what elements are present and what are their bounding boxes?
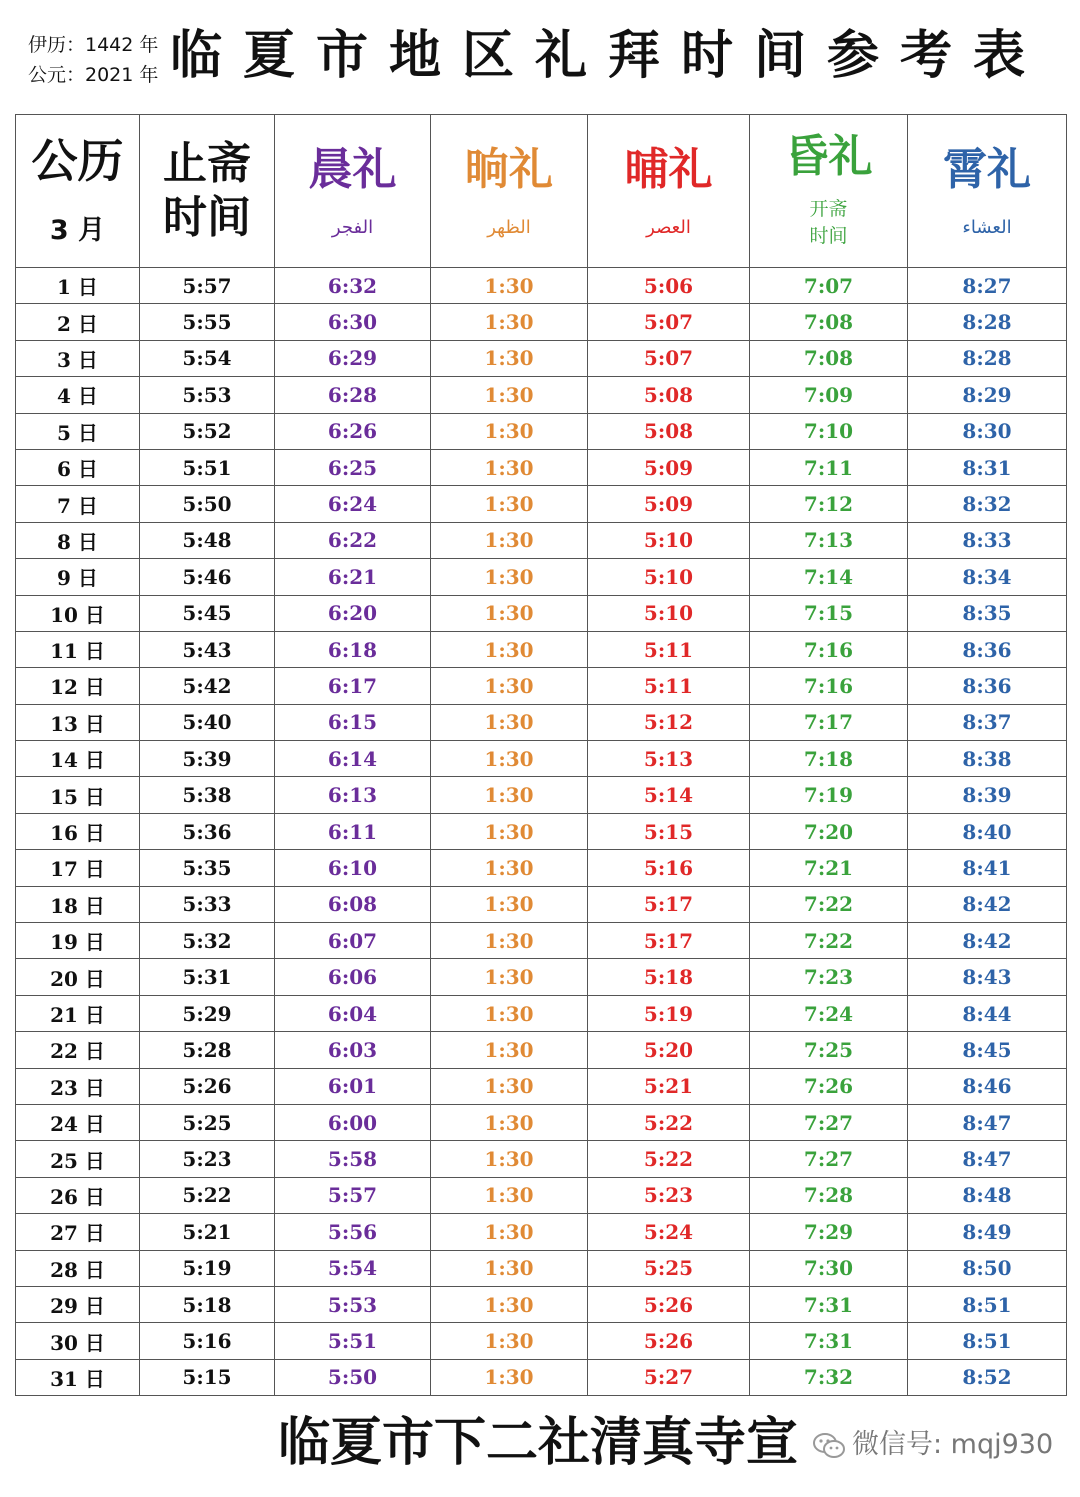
cell-shang: 1:30 xyxy=(431,595,588,631)
chen-header-arabic: الفجر xyxy=(331,216,374,238)
cell-bu: 5:08 xyxy=(588,377,750,413)
cell-hun: 7:13 xyxy=(750,522,908,558)
cell-bu: 5:07 xyxy=(588,340,750,376)
cell-shang: 1:30 xyxy=(431,959,588,995)
month-label: 3 月 xyxy=(49,214,106,246)
cell-zhizhai: 5:31 xyxy=(140,959,275,995)
xiao-header-arabic: العشاء xyxy=(962,216,1012,238)
cell-xiao: 8:30 xyxy=(908,413,1067,449)
table-row xyxy=(16,1250,1067,1286)
cell-hun: 7:20 xyxy=(750,813,908,849)
header xyxy=(0,0,1080,112)
table-row xyxy=(16,886,1067,922)
cell-date: 4 日 xyxy=(16,377,140,413)
table-row xyxy=(16,377,1067,413)
cell-hun: 7:16 xyxy=(750,631,908,667)
cell-xiao: 8:31 xyxy=(908,449,1067,485)
cell-date: 5 日 xyxy=(16,413,140,449)
cell-chen: 6:21 xyxy=(275,559,431,595)
cell-chen: 6:14 xyxy=(275,741,431,777)
cell-shang: 1:30 xyxy=(431,777,588,813)
cell-hun: 7:28 xyxy=(750,1177,908,1213)
cell-date: 29 日 xyxy=(16,1286,140,1322)
column-header-shang xyxy=(431,115,588,268)
table-row xyxy=(16,741,1067,777)
cell-hun: 7:21 xyxy=(750,850,908,886)
cell-zhizhai: 5:54 xyxy=(140,340,275,376)
hun-header-title: 昏礼 xyxy=(784,131,873,182)
cell-zhizhai: 5:23 xyxy=(140,1141,275,1177)
cell-shang: 1:30 xyxy=(431,559,588,595)
cell-zhizhai: 5:19 xyxy=(140,1250,275,1286)
cell-bu: 5:13 xyxy=(588,741,750,777)
cell-date: 14 日 xyxy=(16,741,140,777)
cell-chen: 5:51 xyxy=(275,1323,431,1359)
cell-shang: 1:30 xyxy=(431,1286,588,1322)
cell-chen: 6:20 xyxy=(275,595,431,631)
cell-bu: 5:27 xyxy=(588,1359,750,1395)
cell-date: 16 日 xyxy=(16,813,140,849)
cell-chen: 5:57 xyxy=(275,1177,431,1213)
cell-zhizhai: 5:18 xyxy=(140,1286,275,1322)
cell-hun: 7:17 xyxy=(750,704,908,740)
cell-shang: 1:30 xyxy=(431,741,588,777)
wechat-watermark xyxy=(812,1424,1053,1466)
table-row xyxy=(16,340,1067,376)
cell-bu: 5:18 xyxy=(588,959,750,995)
cell-zhizhai: 5:51 xyxy=(140,449,275,485)
cell-date: 31 日 xyxy=(16,1359,140,1395)
cell-hun: 7:27 xyxy=(750,1104,908,1140)
table-row xyxy=(16,959,1067,995)
cell-date: 9 日 xyxy=(16,559,140,595)
column-header-chen xyxy=(275,115,431,268)
cell-zhizhai: 5:38 xyxy=(140,777,275,813)
column-header-bu xyxy=(588,115,750,268)
cell-hun: 7:27 xyxy=(750,1141,908,1177)
cell-hun: 7:16 xyxy=(750,668,908,704)
cell-shang: 1:30 xyxy=(431,886,588,922)
cell-xiao: 8:46 xyxy=(908,1068,1067,1104)
cell-bu: 5:16 xyxy=(588,850,750,886)
cell-xiao: 8:33 xyxy=(908,522,1067,558)
cell-hun: 7:07 xyxy=(750,268,908,304)
cell-xiao: 8:45 xyxy=(908,1032,1067,1068)
cell-zhizhai: 5:48 xyxy=(140,522,275,558)
cell-bu: 5:23 xyxy=(588,1177,750,1213)
column-header-zhizhai xyxy=(140,115,275,268)
cell-date: 17 日 xyxy=(16,850,140,886)
cell-hun: 7:12 xyxy=(750,486,908,522)
cell-zhizhai: 5:33 xyxy=(140,886,275,922)
cell-hun: 7:24 xyxy=(750,995,908,1031)
cell-shang: 1:30 xyxy=(431,1177,588,1213)
cell-shang: 1:30 xyxy=(431,340,588,376)
cell-shang: 1:30 xyxy=(431,522,588,558)
cell-date: 26 日 xyxy=(16,1177,140,1213)
cell-hun: 7:09 xyxy=(750,377,908,413)
cell-shang: 1:30 xyxy=(431,1250,588,1286)
cell-hun: 7:22 xyxy=(750,886,908,922)
cell-shang: 1:30 xyxy=(431,1032,588,1068)
cell-zhizhai: 5:22 xyxy=(140,1177,275,1213)
cell-zhizhai: 5:16 xyxy=(140,1323,275,1359)
column-header-date xyxy=(16,115,140,268)
cell-chen: 5:56 xyxy=(275,1214,431,1250)
cell-bu: 5:09 xyxy=(588,449,750,485)
table-header-row xyxy=(16,115,1067,268)
chen-header-title: 晨礼 xyxy=(308,143,397,195)
table-row xyxy=(16,304,1067,340)
hun-header-sub-line1: 开斋 xyxy=(809,198,848,220)
cell-bu: 5:07 xyxy=(588,304,750,340)
cell-date: 7 日 xyxy=(16,486,140,522)
bu-header-arabic: العصر xyxy=(646,216,691,238)
cell-chen: 6:07 xyxy=(275,923,431,959)
bu-header-title: 晡礼 xyxy=(624,143,713,195)
table-row xyxy=(16,923,1067,959)
cell-chen: 6:10 xyxy=(275,850,431,886)
table-row xyxy=(16,1032,1067,1068)
cell-xiao: 8:36 xyxy=(908,631,1067,667)
cell-xiao: 8:52 xyxy=(908,1359,1067,1395)
gregorian-year: 公元：2021 年 xyxy=(28,64,159,86)
cell-shang: 1:30 xyxy=(431,1323,588,1359)
cell-shang: 1:30 xyxy=(431,449,588,485)
prayer-time-table xyxy=(15,114,1067,1396)
hijri-year: 伊历：1442 年 xyxy=(28,34,159,56)
cell-xiao: 8:39 xyxy=(908,777,1067,813)
cell-chen: 6:01 xyxy=(275,1068,431,1104)
cell-xiao: 8:27 xyxy=(908,268,1067,304)
issuer-title: 临夏市下二社清真寺宣 xyxy=(278,1413,799,1473)
cell-shang: 1:30 xyxy=(431,304,588,340)
cell-chen: 6:26 xyxy=(275,413,431,449)
cell-chen: 6:17 xyxy=(275,668,431,704)
cell-chen: 6:22 xyxy=(275,522,431,558)
cell-xiao: 8:51 xyxy=(908,1323,1067,1359)
cell-date: 10 日 xyxy=(16,595,140,631)
cell-date: 23 日 xyxy=(16,1068,140,1104)
cell-hun: 7:23 xyxy=(750,959,908,995)
page-title: 临夏市地区礼拜时间参考表 xyxy=(170,26,1047,86)
cell-chen: 6:03 xyxy=(275,1032,431,1068)
cell-zhizhai: 5:25 xyxy=(140,1104,275,1140)
wechat-id: 微信号: mqj930 xyxy=(852,1429,1054,1460)
cell-shang: 1:30 xyxy=(431,631,588,667)
cell-chen: 6:24 xyxy=(275,486,431,522)
cell-zhizhai: 5:35 xyxy=(140,850,275,886)
cell-date: 15 日 xyxy=(16,777,140,813)
cell-shang: 1:30 xyxy=(431,850,588,886)
table-row xyxy=(16,1068,1067,1104)
cell-bu: 5:19 xyxy=(588,995,750,1031)
cell-chen: 5:53 xyxy=(275,1286,431,1322)
cell-xiao: 8:43 xyxy=(908,959,1067,995)
column-header-hun xyxy=(750,115,908,268)
cell-chen: 6:06 xyxy=(275,959,431,995)
table-row xyxy=(16,449,1067,485)
table-row xyxy=(16,559,1067,595)
cell-chen: 6:29 xyxy=(275,340,431,376)
cell-bu: 5:10 xyxy=(588,522,750,558)
cell-bu: 5:25 xyxy=(588,1250,750,1286)
cell-xiao: 8:42 xyxy=(908,923,1067,959)
table-row xyxy=(16,486,1067,522)
cell-shang: 1:30 xyxy=(431,377,588,413)
cell-hun: 7:11 xyxy=(750,449,908,485)
cell-date: 12 日 xyxy=(16,668,140,704)
cell-date: 30 日 xyxy=(16,1323,140,1359)
cell-shang: 1:30 xyxy=(431,813,588,849)
cell-shang: 1:30 xyxy=(431,1359,588,1395)
cell-chen: 6:32 xyxy=(275,268,431,304)
cell-zhizhai: 5:55 xyxy=(140,304,275,340)
cell-bu: 5:09 xyxy=(588,486,750,522)
cell-hun: 7:10 xyxy=(750,413,908,449)
cell-bu: 5:10 xyxy=(588,595,750,631)
cell-xiao: 8:42 xyxy=(908,886,1067,922)
cell-xiao: 8:47 xyxy=(908,1104,1067,1140)
cell-bu: 5:15 xyxy=(588,813,750,849)
cell-date: 8 日 xyxy=(16,522,140,558)
cell-date: 27 日 xyxy=(16,1214,140,1250)
cell-bu: 5:22 xyxy=(588,1141,750,1177)
column-header-xiao xyxy=(908,115,1067,268)
cell-xiao: 8:34 xyxy=(908,559,1067,595)
cell-zhizhai: 5:40 xyxy=(140,704,275,740)
cell-bu: 5:26 xyxy=(588,1323,750,1359)
table-row xyxy=(16,1214,1067,1250)
cell-shang: 1:30 xyxy=(431,923,588,959)
cell-bu: 5:11 xyxy=(588,668,750,704)
cell-shang: 1:30 xyxy=(431,486,588,522)
cell-xiao: 8:51 xyxy=(908,1286,1067,1322)
cell-zhizhai: 5:52 xyxy=(140,413,275,449)
cell-hun: 7:29 xyxy=(750,1214,908,1250)
cell-xiao: 8:47 xyxy=(908,1141,1067,1177)
cell-date: 11 日 xyxy=(16,631,140,667)
cell-bu: 5:10 xyxy=(588,559,750,595)
cell-zhizhai: 5:21 xyxy=(140,1214,275,1250)
cell-xiao: 8:29 xyxy=(908,377,1067,413)
table-row xyxy=(16,522,1067,558)
cell-chen: 5:54 xyxy=(275,1250,431,1286)
cell-zhizhai: 5:53 xyxy=(140,377,275,413)
cell-hun: 7:31 xyxy=(750,1286,908,1322)
table-row xyxy=(16,704,1067,740)
table-row xyxy=(16,413,1067,449)
cell-xiao: 8:35 xyxy=(908,595,1067,631)
cell-date: 18 日 xyxy=(16,886,140,922)
cell-bu: 5:21 xyxy=(588,1068,750,1104)
cell-bu: 5:11 xyxy=(588,631,750,667)
cell-bu: 5:20 xyxy=(588,1032,750,1068)
table-row xyxy=(16,1359,1067,1395)
cell-zhizhai: 5:42 xyxy=(140,668,275,704)
cell-date: 6 日 xyxy=(16,449,140,485)
table-row xyxy=(16,668,1067,704)
cell-date: 25 日 xyxy=(16,1141,140,1177)
date-header-title: 公历 xyxy=(31,133,124,188)
cell-zhizhai: 5:57 xyxy=(140,268,275,304)
cell-zhizhai: 5:43 xyxy=(140,631,275,667)
cell-date: 13 日 xyxy=(16,704,140,740)
wechat-icon xyxy=(812,1431,846,1461)
cell-zhizhai: 5:46 xyxy=(140,559,275,595)
shang-header-title: 晌礼 xyxy=(465,143,553,195)
cell-bu: 5:24 xyxy=(588,1214,750,1250)
cell-xiao: 8:37 xyxy=(908,704,1067,740)
cell-bu: 5:14 xyxy=(588,777,750,813)
cell-chen: 6:08 xyxy=(275,886,431,922)
cell-shang: 1:30 xyxy=(431,1104,588,1140)
cell-chen: 6:25 xyxy=(275,449,431,485)
cell-chen: 6:11 xyxy=(275,813,431,849)
hun-header-sub-line2: 时间 xyxy=(809,225,848,247)
cell-date: 19 日 xyxy=(16,923,140,959)
cell-date: 1 日 xyxy=(16,268,140,304)
table-row xyxy=(16,813,1067,849)
cell-xiao: 8:28 xyxy=(908,340,1067,376)
cell-zhizhai: 5:26 xyxy=(140,1068,275,1104)
cell-xiao: 8:38 xyxy=(908,741,1067,777)
cell-hun: 7:18 xyxy=(750,741,908,777)
cell-zhizhai: 5:32 xyxy=(140,923,275,959)
cell-hun: 7:31 xyxy=(750,1323,908,1359)
cell-chen: 6:28 xyxy=(275,377,431,413)
cell-shang: 1:30 xyxy=(431,995,588,1031)
table-row xyxy=(16,1141,1067,1177)
cell-shang: 1:30 xyxy=(431,1141,588,1177)
cell-chen: 6:18 xyxy=(275,631,431,667)
cell-hun: 7:26 xyxy=(750,1068,908,1104)
cell-bu: 5:08 xyxy=(588,413,750,449)
cell-hun: 7:30 xyxy=(750,1250,908,1286)
cell-date: 2 日 xyxy=(16,304,140,340)
cell-zhizhai: 5:15 xyxy=(140,1359,275,1395)
cell-xiao: 8:49 xyxy=(908,1214,1067,1250)
cell-shang: 1:30 xyxy=(431,668,588,704)
cell-hun: 7:22 xyxy=(750,923,908,959)
cell-date: 20 日 xyxy=(16,959,140,995)
year-info xyxy=(28,30,178,90)
table-row xyxy=(16,850,1067,886)
cell-chen: 6:04 xyxy=(275,995,431,1031)
zhizhai-header-line1: 止斋 xyxy=(163,138,251,189)
table-body xyxy=(16,268,1067,1396)
cell-zhizhai: 5:45 xyxy=(140,595,275,631)
cell-bu: 5:17 xyxy=(588,886,750,922)
cell-chen: 6:13 xyxy=(275,777,431,813)
cell-shang: 1:30 xyxy=(431,413,588,449)
cell-xiao: 8:44 xyxy=(908,995,1067,1031)
cell-bu: 5:12 xyxy=(588,704,750,740)
zhizhai-header-line2: 时间 xyxy=(163,192,251,243)
table-row xyxy=(16,1323,1067,1359)
table-row xyxy=(16,1104,1067,1140)
cell-shang: 1:30 xyxy=(431,268,588,304)
cell-xiao: 8:40 xyxy=(908,813,1067,849)
cell-date: 3 日 xyxy=(16,340,140,376)
cell-shang: 1:30 xyxy=(431,704,588,740)
cell-xiao: 8:48 xyxy=(908,1177,1067,1213)
cell-hun: 7:19 xyxy=(750,777,908,813)
cell-hun: 7:32 xyxy=(750,1359,908,1395)
cell-hun: 7:08 xyxy=(750,304,908,340)
table-row xyxy=(16,995,1067,1031)
cell-zhizhai: 5:28 xyxy=(140,1032,275,1068)
cell-hun: 7:14 xyxy=(750,559,908,595)
cell-chen: 6:30 xyxy=(275,304,431,340)
cell-xiao: 8:32 xyxy=(908,486,1067,522)
cell-xiao: 8:28 xyxy=(908,304,1067,340)
table-row xyxy=(16,1177,1067,1213)
cell-zhizhai: 5:29 xyxy=(140,995,275,1031)
cell-chen: 6:00 xyxy=(275,1104,431,1140)
table-row xyxy=(16,631,1067,667)
cell-xiao: 8:36 xyxy=(908,668,1067,704)
table-row xyxy=(16,595,1067,631)
cell-date: 28 日 xyxy=(16,1250,140,1286)
cell-bu: 5:06 xyxy=(588,268,750,304)
xiao-header-title: 霄礼 xyxy=(943,143,1031,195)
cell-hun: 7:25 xyxy=(750,1032,908,1068)
table-row xyxy=(16,1286,1067,1322)
cell-hun: 7:08 xyxy=(750,340,908,376)
cell-chen: 5:50 xyxy=(275,1359,431,1395)
cell-zhizhai: 5:50 xyxy=(140,486,275,522)
cell-xiao: 8:41 xyxy=(908,850,1067,886)
cell-chen: 6:15 xyxy=(275,704,431,740)
cell-bu: 5:17 xyxy=(588,923,750,959)
shang-header-arabic: الظهر xyxy=(487,216,531,238)
cell-hun: 7:15 xyxy=(750,595,908,631)
cell-xiao: 8:50 xyxy=(908,1250,1067,1286)
table-row xyxy=(16,268,1067,304)
cell-shang: 1:30 xyxy=(431,1214,588,1250)
cell-shang: 1:30 xyxy=(431,1068,588,1104)
cell-chen: 5:58 xyxy=(275,1141,431,1177)
cell-zhizhai: 5:39 xyxy=(140,741,275,777)
cell-date: 22 日 xyxy=(16,1032,140,1068)
cell-bu: 5:22 xyxy=(588,1104,750,1140)
cell-bu: 5:26 xyxy=(588,1286,750,1322)
cell-zhizhai: 5:36 xyxy=(140,813,275,849)
cell-date: 21 日 xyxy=(16,995,140,1031)
table-row xyxy=(16,777,1067,813)
cell-date: 24 日 xyxy=(16,1104,140,1140)
